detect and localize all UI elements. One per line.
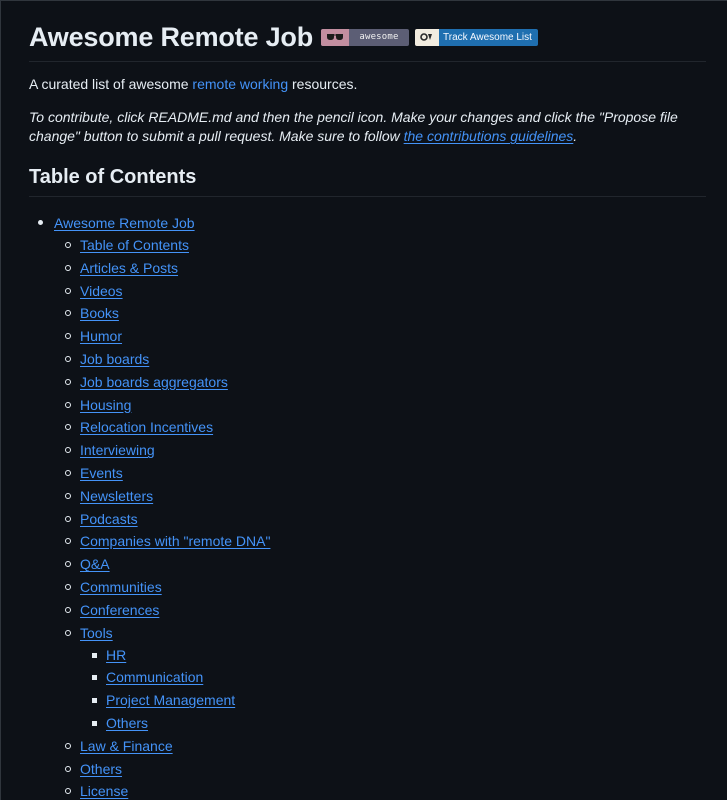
contributions-guidelines-link[interactable]: the contributions guidelines <box>403 128 574 144</box>
toc-item <box>54 371 706 394</box>
toc-nested-item <box>80 666 706 689</box>
toc-item <box>54 394 706 417</box>
track-logo-icon <box>415 29 439 46</box>
circle-bullet <box>65 242 71 248</box>
toc-link-conferences[interactable]: Conferences <box>80 601 160 618</box>
circle-bullet <box>65 538 71 544</box>
circle-bullet <box>65 607 71 613</box>
contribute-text-end: . <box>573 128 578 144</box>
toc-item <box>54 280 706 303</box>
track-badge-label: Track Awesome List <box>439 29 538 46</box>
circle-bullet <box>65 356 71 362</box>
title-row <box>29 15 706 62</box>
toc-item <box>54 348 706 371</box>
toc-link-tools-others[interactable]: Others <box>106 714 149 731</box>
toc-list <box>29 212 706 800</box>
toc-link-books[interactable]: Books <box>80 305 119 322</box>
toc-item <box>54 576 706 599</box>
circle-bullet <box>65 310 71 316</box>
circle-bullet <box>65 265 71 271</box>
intro-paragraph <box>29 74 706 95</box>
toc-item <box>54 462 706 485</box>
square-bullet <box>92 653 97 658</box>
square-bullet <box>92 698 97 703</box>
toc-item <box>54 735 706 758</box>
readme-content <box>29 15 706 800</box>
toc-item <box>54 599 706 622</box>
toc-link-relocation-incentives[interactable]: Relocation Incentives <box>80 419 214 436</box>
intro-text: A curated list of awesome <box>29 76 193 92</box>
toc-item <box>54 530 706 553</box>
toc-link-podcasts[interactable]: Podcasts <box>80 510 138 527</box>
track-awesome-list-badge[interactable] <box>415 29 538 46</box>
toc-link-tools[interactable]: Tools <box>80 624 113 641</box>
toc-link-others[interactable]: Others <box>80 760 123 777</box>
circle-bullet <box>65 470 71 476</box>
toc-link-job-boards[interactable]: Job boards <box>80 350 150 367</box>
circle-bullet <box>65 288 71 294</box>
remote-working-link[interactable]: remote working <box>192 76 289 92</box>
square-bullet <box>92 721 97 726</box>
toc-link-law-finance[interactable]: Law & Finance <box>80 737 173 754</box>
circle-bullet <box>65 630 71 636</box>
toc-nested-item <box>80 712 706 735</box>
toc-item <box>54 780 706 800</box>
toc-link-awesome-remote-job[interactable]: Awesome Remote Job <box>54 215 195 231</box>
toc-root-item <box>29 212 706 800</box>
awesome-badge[interactable] <box>321 29 409 46</box>
toc-link-articles-posts[interactable]: Articles & Posts <box>80 259 179 276</box>
page-title: Awesome Remote Job <box>29 21 313 52</box>
circle-bullet <box>65 788 71 794</box>
toc-link-license[interactable]: License <box>80 783 129 800</box>
toc-link-job-boards-aggregators[interactable]: Job boards aggregators <box>80 373 228 390</box>
circle-bullet <box>65 743 71 749</box>
toc-link-newsletters[interactable]: Newsletters <box>80 487 154 504</box>
circle-bullet <box>65 447 71 453</box>
toc-link-interviewing[interactable]: Interviewing <box>80 442 155 459</box>
toc-link-tools-hr[interactable]: HR <box>106 646 127 663</box>
circle-bullet <box>65 561 71 567</box>
toc-item <box>54 758 706 781</box>
toc-item <box>54 439 706 462</box>
toc-nested-item <box>80 689 706 712</box>
toc-link-table-of-contents[interactable]: Table of Contents <box>80 237 189 253</box>
toc-link-events[interactable]: Events <box>80 464 123 481</box>
toc-heading: Table of Contents <box>29 165 706 197</box>
toc-item <box>54 508 706 531</box>
toc-item <box>54 485 706 508</box>
disc-bullet <box>38 220 43 225</box>
square-bullet <box>92 675 97 680</box>
toc-item <box>54 416 706 439</box>
circle-bullet <box>65 766 71 772</box>
toc-link-communities[interactable]: Communities <box>80 578 162 595</box>
toc-link-companies-with-remote-dna[interactable]: Companies with "remote DNA" <box>80 533 271 550</box>
circle-bullet <box>65 379 71 385</box>
sunglasses-icon <box>321 29 349 46</box>
toc-item <box>54 234 706 257</box>
toc-item <box>54 325 706 348</box>
intro-text-end: resources. <box>288 76 358 92</box>
circle-bullet <box>65 402 71 408</box>
toc-item <box>54 257 706 280</box>
awesome-badge-label: awesome <box>359 31 399 42</box>
toc-link-housing[interactable]: Housing <box>80 396 132 413</box>
circle-bullet <box>65 493 71 499</box>
toc-link-tools-project-management[interactable]: Project Management <box>106 692 236 709</box>
circle-bullet <box>65 584 71 590</box>
toc-item <box>54 302 706 325</box>
toc-link-q-a[interactable]: Q&A <box>80 556 110 573</box>
toc-item <box>54 622 706 735</box>
toc-nested-list <box>80 644 706 735</box>
circle-bullet <box>65 333 71 339</box>
circle-bullet <box>65 424 71 430</box>
toc-link-tools-communication[interactable]: Communication <box>106 669 204 686</box>
toc-item <box>54 553 706 576</box>
contribute-text: To contribute, click README.md and then the pencil icon. Make your changes and click the "Propose file change" button to submit a pull request. Make sure to follow <box>29 109 678 144</box>
contribute-paragraph <box>29 108 706 146</box>
toc-link-humor[interactable]: Humor <box>80 328 123 345</box>
toc-sublist <box>54 234 706 800</box>
toc-link-videos[interactable]: Videos <box>80 282 123 299</box>
toc-nested-item <box>80 644 706 667</box>
circle-bullet <box>65 516 71 522</box>
